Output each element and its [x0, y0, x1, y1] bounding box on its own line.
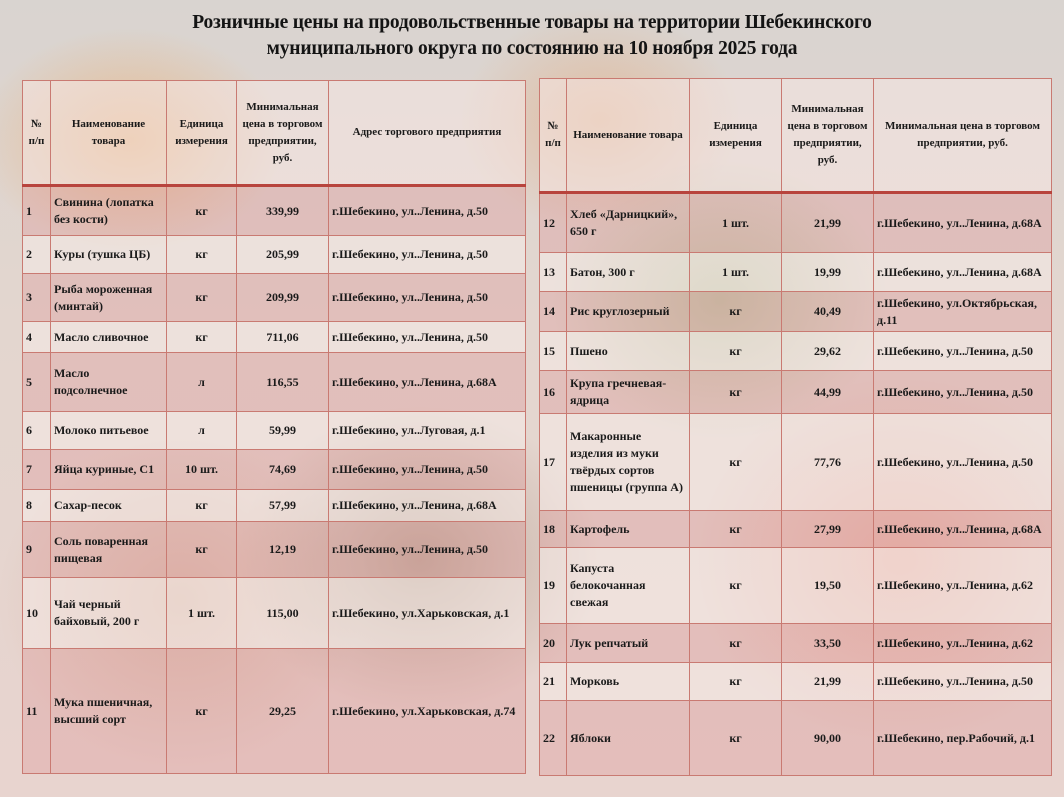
- cell-address: г.Шебекино, ул..Ленина, д.50: [874, 663, 1052, 701]
- price-table-left: [22, 80, 526, 774]
- header-price-2: Минимальная цена в торговом предприятии, руб.: [874, 79, 1052, 193]
- table-row: [540, 371, 1052, 414]
- cell-num: 12: [540, 193, 567, 253]
- header-address: Адрес торгового предприятия: [329, 81, 526, 186]
- cell-price: 205,99: [237, 236, 329, 274]
- cell-address: г.Шебекино, ул..Ленина, д.68А: [874, 193, 1052, 253]
- cell-product-name: Соль поваренная пищевая: [51, 522, 167, 578]
- table-row: [540, 624, 1052, 663]
- cell-address: г.Шебекино, ул..Ленина, д.62: [874, 624, 1052, 663]
- cell-num: 10: [23, 578, 51, 649]
- cell-unit: кг: [690, 371, 782, 414]
- cell-product-name: Морковь: [567, 663, 690, 701]
- price-table-right: [539, 78, 1052, 776]
- cell-product-name: Пшено: [567, 332, 690, 371]
- cell-product-name: Яблоки: [567, 701, 690, 776]
- cell-unit: кг: [690, 701, 782, 776]
- cell-unit: 1 шт.: [690, 253, 782, 292]
- cell-price: 29,25: [237, 649, 329, 774]
- cell-product-name: Лук репчатый: [567, 624, 690, 663]
- cell-unit: кг: [690, 292, 782, 332]
- cell-price: 19,50: [782, 548, 874, 624]
- cell-product-name: Куры (тушка ЦБ): [51, 236, 167, 274]
- cell-price: 711,06: [237, 322, 329, 353]
- cell-unit: кг: [167, 274, 237, 322]
- table-row: [23, 236, 526, 274]
- cell-num: 5: [23, 353, 51, 412]
- cell-unit: л: [167, 412, 237, 450]
- cell-product-name: Рыба мороженная (минтай): [51, 274, 167, 322]
- cell-num: 18: [540, 511, 567, 548]
- header-name: Наименование товара: [51, 81, 167, 186]
- table-row: [540, 292, 1052, 332]
- cell-unit: кг: [690, 332, 782, 371]
- table-row: [540, 193, 1052, 253]
- header-name: Наименование товара: [567, 79, 690, 193]
- cell-num: 3: [23, 274, 51, 322]
- cell-address: г.Шебекино, ул..Ленина, д.68А: [874, 511, 1052, 548]
- cell-address: г.Шебекино, ул.Октябрьская, д.11: [874, 292, 1052, 332]
- header-price: Минимальная цена в торговом предприятии, руб.: [782, 79, 874, 193]
- cell-unit: кг: [167, 186, 237, 236]
- cell-num: 14: [540, 292, 567, 332]
- cell-price: 59,99: [237, 412, 329, 450]
- table-row: [540, 663, 1052, 701]
- header-unit: Единица измерения: [167, 81, 237, 186]
- table-header-row: [540, 79, 1052, 193]
- cell-address: г.Шебекино, ул..Ленина, д.50: [874, 332, 1052, 371]
- table-row: [23, 450, 526, 490]
- title-line-2: муниципального округа по состоянию на 10 ноября 2025 года: [266, 38, 798, 59]
- cell-num: 1: [23, 186, 51, 236]
- table-row: [23, 578, 526, 649]
- cell-address: г.Шебекино, ул..Ленина, д.68А: [329, 353, 526, 412]
- cell-address: г.Шебекино, ул..Ленина, д.50: [329, 322, 526, 353]
- cell-num: 16: [540, 371, 567, 414]
- cell-product-name: Сахар-песок: [51, 490, 167, 522]
- header-num: № п/п: [540, 79, 567, 193]
- table-row: [23, 322, 526, 353]
- cell-unit: 1 шт.: [690, 193, 782, 253]
- header-unit: Единица измерения: [690, 79, 782, 193]
- cell-price: 90,00: [782, 701, 874, 776]
- cell-unit: 10 шт.: [167, 450, 237, 490]
- cell-price: 19,99: [782, 253, 874, 292]
- cell-address: г.Шебекино, ул..Ленина, д.50: [329, 236, 526, 274]
- table-row: [23, 186, 526, 236]
- cell-product-name: Масло подсолнечное: [51, 353, 167, 412]
- header-num: № п/п: [23, 81, 51, 186]
- cell-product-name: Картофель: [567, 511, 690, 548]
- cell-product-name: Яйца куриные, С1: [51, 450, 167, 490]
- cell-product-name: Мука пшеничная, высший сорт: [51, 649, 167, 774]
- cell-unit: кг: [167, 522, 237, 578]
- table-row: [23, 412, 526, 450]
- cell-num: 11: [23, 649, 51, 774]
- cell-address: г.Шебекино, ул.Харьковская, д.74: [329, 649, 526, 774]
- cell-unit: кг: [690, 624, 782, 663]
- table-row: [23, 649, 526, 774]
- cell-address: г.Шебекино, ул..Ленина, д.50: [329, 274, 526, 322]
- cell-price: 74,69: [237, 450, 329, 490]
- cell-unit: кг: [690, 548, 782, 624]
- table-row: [540, 511, 1052, 548]
- cell-num: 20: [540, 624, 567, 663]
- cell-product-name: Свинина (лопатка без кости): [51, 186, 167, 236]
- cell-address: г.Шебекино, ул..Ленина, д.50: [329, 186, 526, 236]
- cell-price: 116,55: [237, 353, 329, 412]
- cell-num: 13: [540, 253, 567, 292]
- table-row: [540, 414, 1052, 511]
- cell-price: 12,19: [237, 522, 329, 578]
- cell-price: 44,99: [782, 371, 874, 414]
- cell-product-name: Молоко питьевое: [51, 412, 167, 450]
- cell-num: 15: [540, 332, 567, 371]
- cell-address: г.Шебекино, ул..Ленина, д.62: [874, 548, 1052, 624]
- cell-price: 27,99: [782, 511, 874, 548]
- cell-address: г.Шебекино, пер.Рабочий, д.1: [874, 701, 1052, 776]
- header-price: Минимальная цена в торговом предприятии, руб.: [237, 81, 329, 186]
- cell-address: г.Шебекино, ул..Ленина, д.68А: [874, 253, 1052, 292]
- cell-product-name: Батон, 300 г: [567, 253, 690, 292]
- cell-address: г.Шебекино, ул.Харьковская, д.1: [329, 578, 526, 649]
- table-row: [540, 548, 1052, 624]
- cell-address: г.Шебекино, ул..Ленина, д.50: [874, 414, 1052, 511]
- cell-address: г.Шебекино, ул..Ленина, д.50: [329, 450, 526, 490]
- table-row: [540, 332, 1052, 371]
- cell-price: 29,62: [782, 332, 874, 371]
- table-row: [23, 274, 526, 322]
- cell-product-name: Масло сливочное: [51, 322, 167, 353]
- cell-address: г.Шебекино, ул..Ленина, д.68А: [329, 490, 526, 522]
- cell-num: 21: [540, 663, 567, 701]
- cell-num: 2: [23, 236, 51, 274]
- cell-price: 21,99: [782, 663, 874, 701]
- table-row: [540, 253, 1052, 292]
- cell-price: 40,49: [782, 292, 874, 332]
- cell-num: 8: [23, 490, 51, 522]
- cell-unit: 1 шт.: [167, 578, 237, 649]
- cell-unit: кг: [167, 490, 237, 522]
- cell-product-name: Рис круглозерный: [567, 292, 690, 332]
- cell-address: г.Шебекино, ул..Луговая, д.1: [329, 412, 526, 450]
- cell-unit: кг: [167, 322, 237, 353]
- cell-price: 33,50: [782, 624, 874, 663]
- cell-price: 339,99: [237, 186, 329, 236]
- table-row: [540, 701, 1052, 776]
- cell-unit: кг: [167, 649, 237, 774]
- title-line-1: Розничные цены на продовольственные товары на территории Шебекинского: [192, 12, 872, 33]
- cell-unit: кг: [690, 414, 782, 511]
- cell-num: 9: [23, 522, 51, 578]
- cell-product-name: Чай черный байховый, 200 г: [51, 578, 167, 649]
- cell-product-name: Макаронные изделия из муки твёрдых сортов пшеницы (группа А): [567, 414, 690, 511]
- cell-num: 6: [23, 412, 51, 450]
- cell-num: 22: [540, 701, 567, 776]
- cell-product-name: Капуста белокочанная свежая: [567, 548, 690, 624]
- cell-product-name: Крупа гречневая-ядрица: [567, 371, 690, 414]
- page-title: [0, 10, 1064, 62]
- cell-price: 57,99: [237, 490, 329, 522]
- cell-unit: кг: [690, 511, 782, 548]
- cell-num: 19: [540, 548, 567, 624]
- cell-price: 209,99: [237, 274, 329, 322]
- cell-num: 7: [23, 450, 51, 490]
- table-row: [23, 522, 526, 578]
- cell-unit: кг: [167, 236, 237, 274]
- cell-price: 115,00: [237, 578, 329, 649]
- table-row: [23, 353, 526, 412]
- table-header-row: [23, 81, 526, 186]
- table-row: [23, 490, 526, 522]
- cell-price: 77,76: [782, 414, 874, 511]
- cell-num: 17: [540, 414, 567, 511]
- cell-num: 4: [23, 322, 51, 353]
- cell-unit: л: [167, 353, 237, 412]
- cell-product-name: Хлеб «Дарницкий», 650 г: [567, 193, 690, 253]
- cell-price: 21,99: [782, 193, 874, 253]
- cell-address: г.Шебекино, ул..Ленина, д.50: [329, 522, 526, 578]
- cell-unit: кг: [690, 663, 782, 701]
- cell-address: г.Шебекино, ул..Ленина, д.50: [874, 371, 1052, 414]
